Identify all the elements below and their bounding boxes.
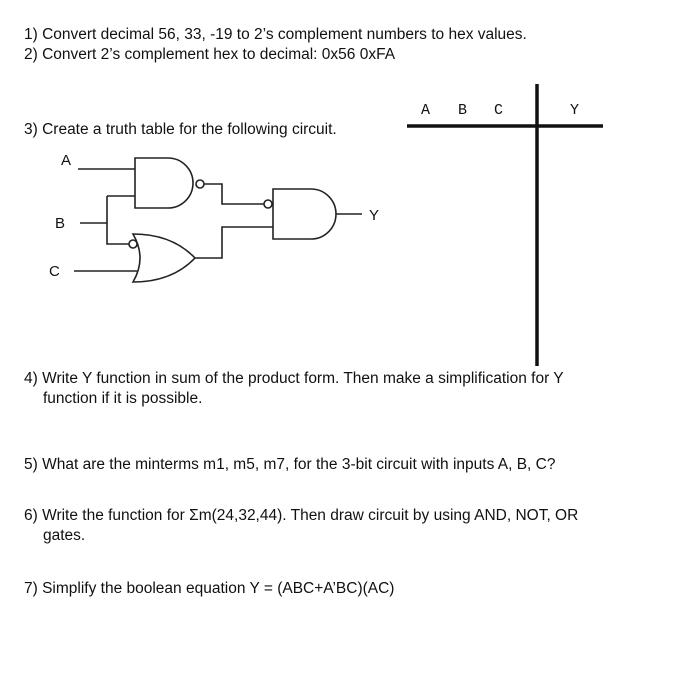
question-6-line-1: 6) Write the function for Σm(24,32,44). Then draw circuit by using AND, NOT, OR [24,507,579,524]
logic-circuit [74,158,362,282]
truth-table-lines [407,84,603,366]
wire-b-to-nand [107,196,129,244]
question-4-line-1: 4) Write Y function in sum of the product form. Then make a simplification for Y [24,370,564,387]
question-6-line-2: gates. [43,527,86,544]
circuit-input-b: B [55,215,66,232]
truth-table-col-b: B [458,102,468,119]
question-4-line-2: function if it is possible. [43,390,203,407]
question-1: 1) Convert decimal 56, 33, -19 to 2’s complement numbers to hex values. [24,26,527,43]
nand-gate-1 [135,158,193,208]
circuit-output-y: Y [369,207,380,224]
circuit-input-c: C [49,263,60,280]
and-gate-2 [273,189,336,239]
wire-or-to-and [195,227,273,258]
truth-table-col-y: Y [570,102,580,119]
nand-gate-1-bubble [196,180,204,188]
or-gate [133,234,195,282]
question-5: 5) What are the minterms m1, m5, m7, for the 3-bit circuit with inputs A, B, C? [24,456,556,473]
or-gate-input-bubble [129,240,137,248]
and-gate-2-input-bubble [264,200,272,208]
question-7: 7) Simplify the boolean equation Y = (ABC+A’BC)(AC) [24,580,395,597]
truth-table-col-c: C [494,102,504,119]
question-3: 3) Create a truth table for the following circuit. [24,121,337,138]
question-2: 2) Convert 2’s complement hex to decimal: 0x56 0xFA [24,46,396,63]
circuit-input-a: A [61,152,72,169]
truth-table-col-a: A [421,102,431,119]
wire-nand-to-and [204,184,264,204]
